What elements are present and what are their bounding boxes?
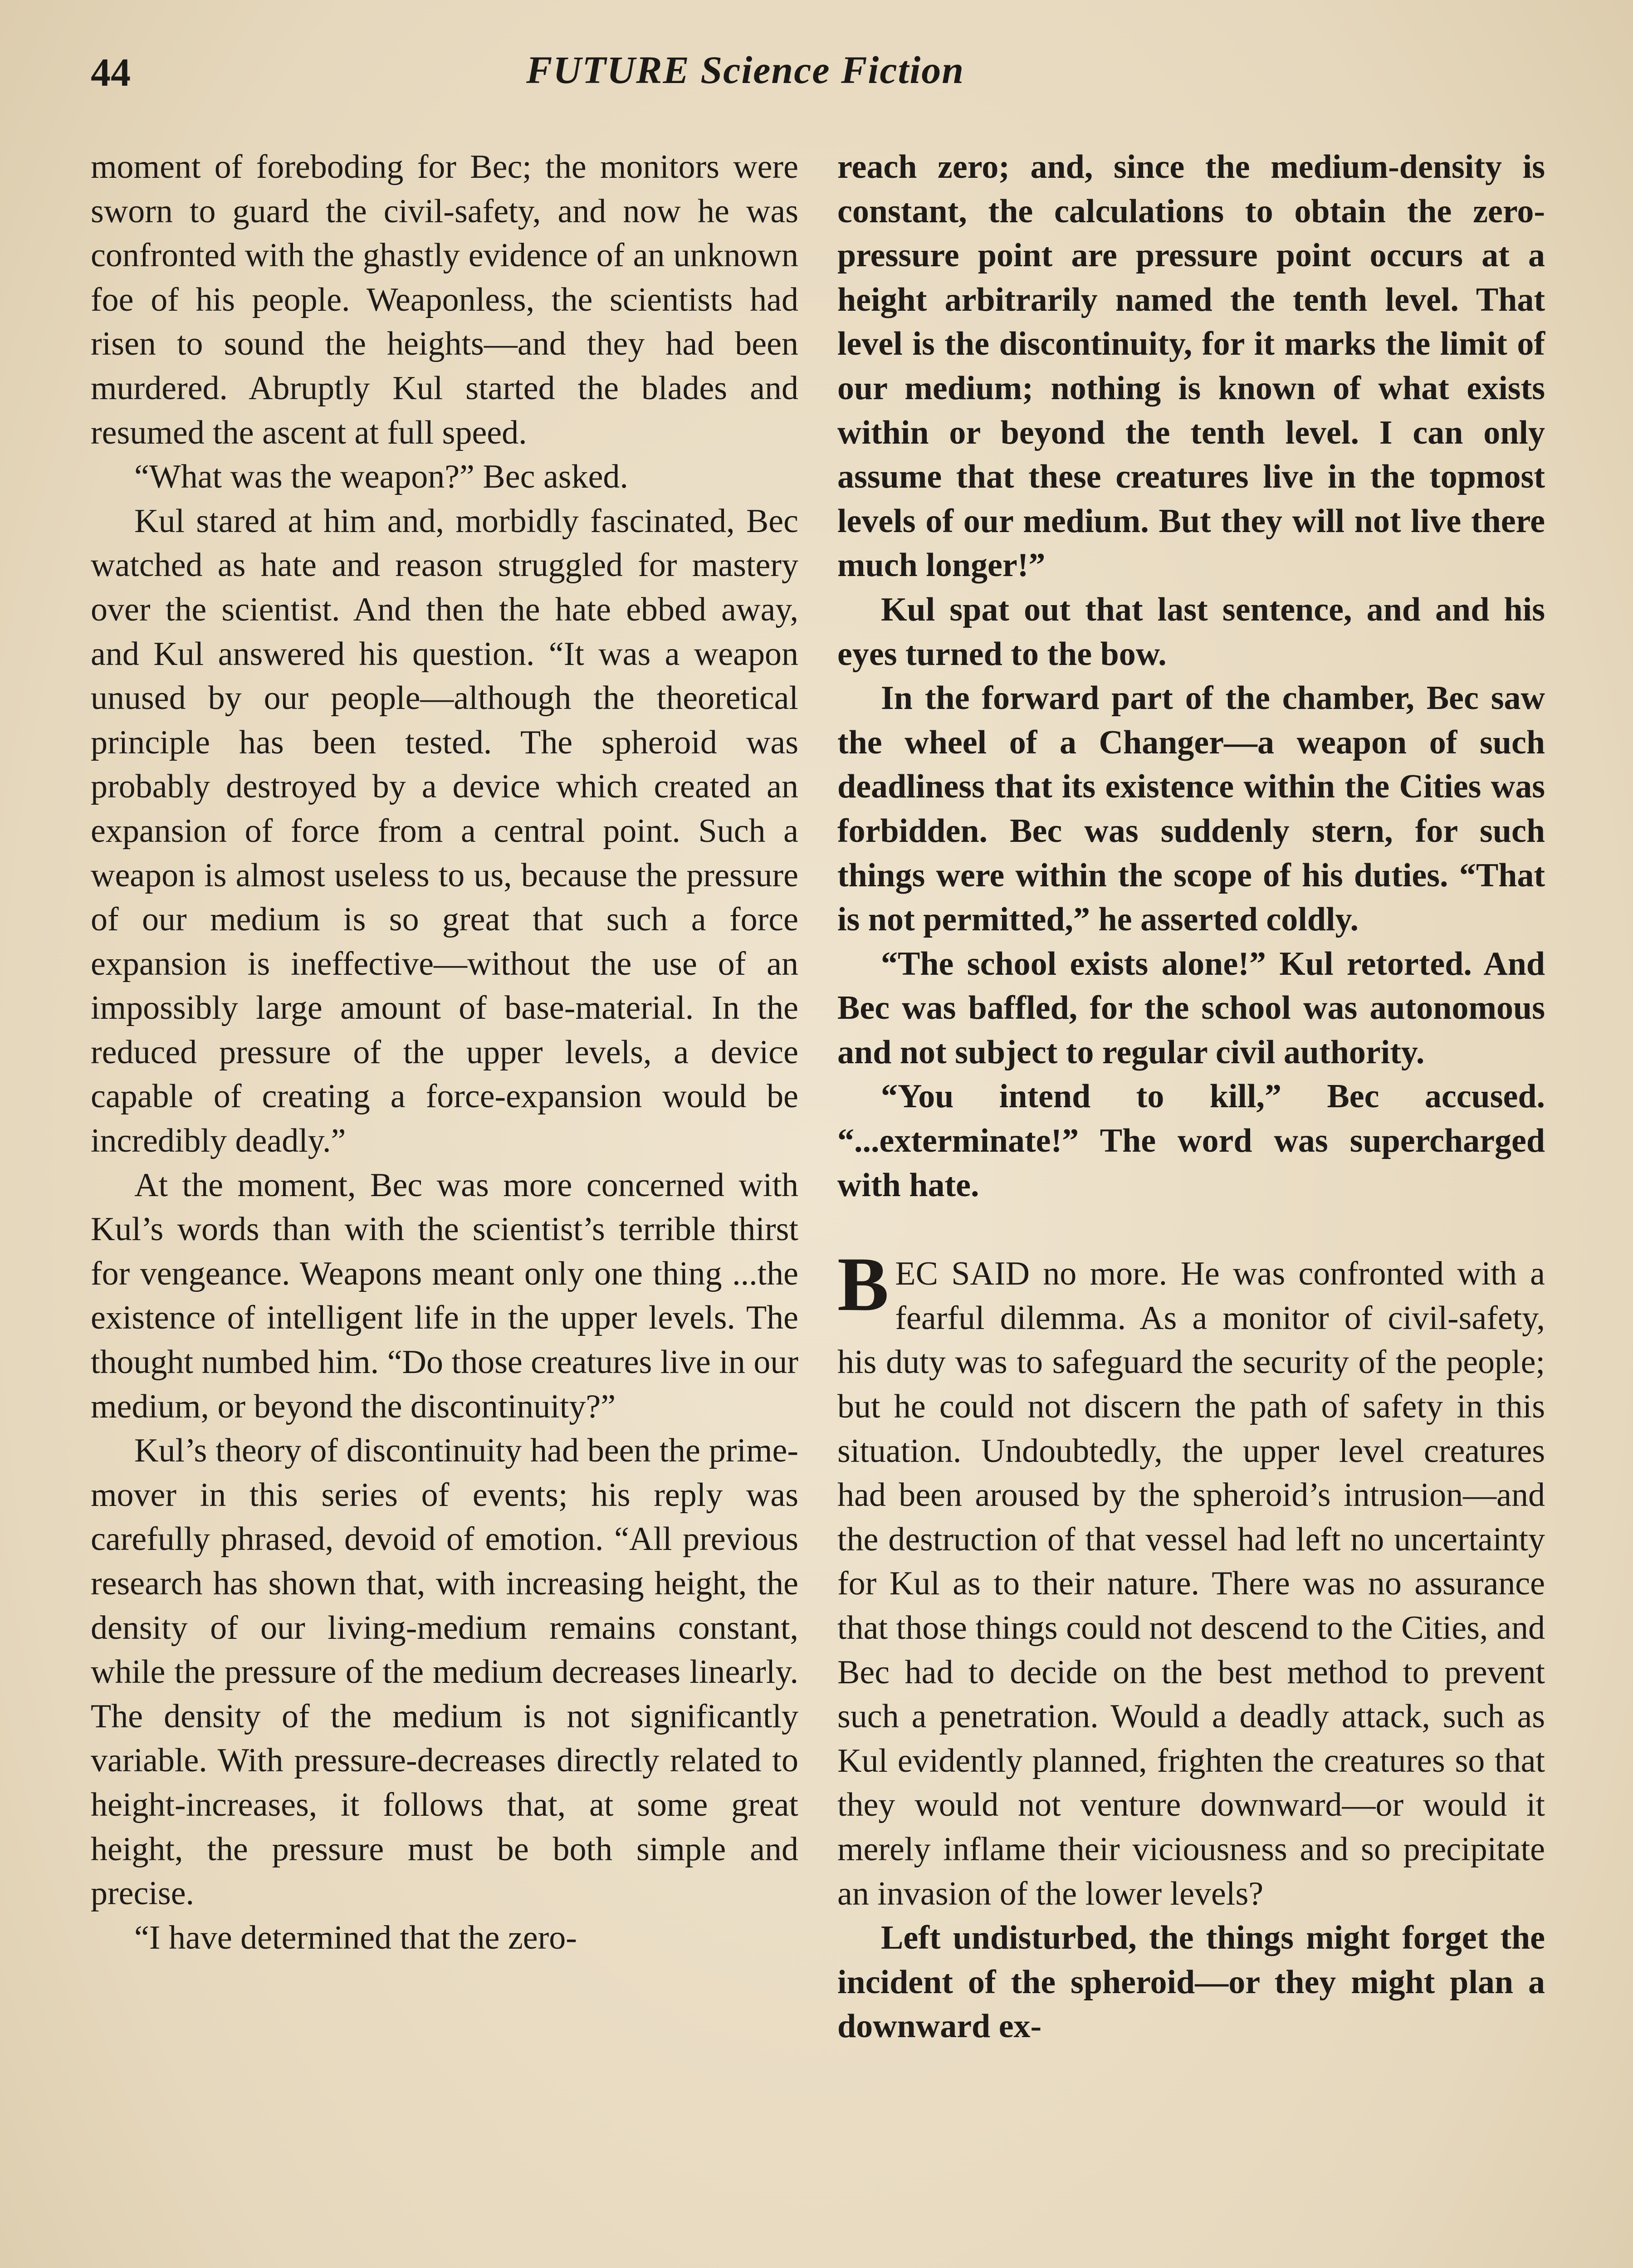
section-text: no more. He was confronted with a fearful dilemma. As a monitor of civil-safety, his duty was to safeguard the security of the people; but he could not discern the path of safety in this situation. Undoubtedly, the upper level creatures had been aroused by the spheroid’s intrusion—and the destruction of that vessel had left no uncertainty for Kul as to their nature. There was no assurance that those things could not descend to the Cities, and Bec had to decide on the best method to prevent such a penetration. Would a deadly attack, such as Kul evidently planned, frighten the creatures so that they would not venture downward—or would it merely inflame their viciousness and so precipitate an invasion of the lower levels?	[837, 1255, 1545, 1912]
page-number: 44	[91, 51, 131, 95]
paragraph: moment of foreboding for Bec; the monitors were sworn to guard the civil-safety, and now he was confronted with the ghastly evidence of an unknown foe of his people. Weaponless, the scientists had risen to sound the heights—and they had been murdered. Abruptly Kul started the blades and resumed the ascent at full speed.	[91, 148, 798, 451]
paragraph: “The school exists alone!” Kul retorted. And Bec was baffled, for the school was autonomous and not subject to regular civil authority.	[837, 945, 1545, 1071]
paragraph: reach zero; and, since the medium-density is constant, the calculations to obtain the zero-pressure point are pressure point occurs at a height arbitrarily named the tenth level. That level is the discontinuity, for it marks the limit of our medium; nothing is known of what exists within or beyond the tenth level. I can only assume that these creatures live in the topmost levels of our medium. But they will not live there much longer!”	[837, 148, 1545, 584]
drop-cap: B	[837, 1242, 889, 1327]
paragraph: “I have determined that the zero-	[134, 1919, 577, 1956]
right-column	[837, 145, 1545, 2049]
section-lead: EC SAID	[895, 1255, 1030, 1293]
left-column	[91, 145, 798, 1960]
paragraph: At the moment, Bec was more concerned with Kul’s words than with the scientist’s terrible thirst for vengeance. Weapons meant only one thing ...the existence of intelligent life in the upper levels. The thought numbed him. “Do those creatures live in our medium, or beyond the discontinuity?”	[91, 1166, 798, 1425]
paragraph: Left undisturbed, the things might forget the incident of the spheroid—or they might plan a downward ex-	[837, 1919, 1545, 2045]
paragraph: Kul stared at him and, morbidly fascinated, Bec watched as hate and reason struggled for mastery over the scientist. And then the hate ebbed away, and Kul answered his question. “It was a weapon unused by our people—although the theoretical principle has been tested. The spheroid was probably destroyed by a device which created an expansion of force from a central point. Such a weapon is almost useless to us, because the pressure of our medium is so great that such a force expansion is ineffective—without the use of an impossibly large amount of base-material. In the reduced pressure of the upper levels, a device capable of creating a force-expansion would be incredibly deadly.”	[91, 502, 798, 1160]
paragraph: Kul spat out that last sentence, and and his eyes turned to the bow.	[837, 591, 1545, 673]
running-head: FUTURE Science Fiction	[526, 48, 965, 92]
paragraph: “You intend to kill,” Bec accused. “...exterminate!” The word was supercharged with hate.	[837, 1078, 1545, 1204]
paragraph: “What was the weapon?” Bec asked.	[134, 458, 628, 496]
paragraph: In the forward part of the chamber, Bec saw the wheel of a Changer—a weapon of such deadliness that its existence within the Cities was forbidden. Bec was suddenly stern, for such things were within the scope of his duties. “That is not permitted,” he asserted coldly.	[837, 679, 1545, 938]
paragraph: Kul’s theory of discontinuity had been the prime-mover in this series of events; his reply was carefully phrased, devoid of emotion. “All previous research has shown that, with increasing height, the density of our living-medium remains constant, while the pressure of the medium decreases linearly. The density of the medium is not significantly variable. With pressure-decreases directly related to height-increases, it follows that, at some great height, the pressure must be both simple and precise.	[91, 1432, 798, 1912]
section-opening	[837, 1242, 1545, 1916]
